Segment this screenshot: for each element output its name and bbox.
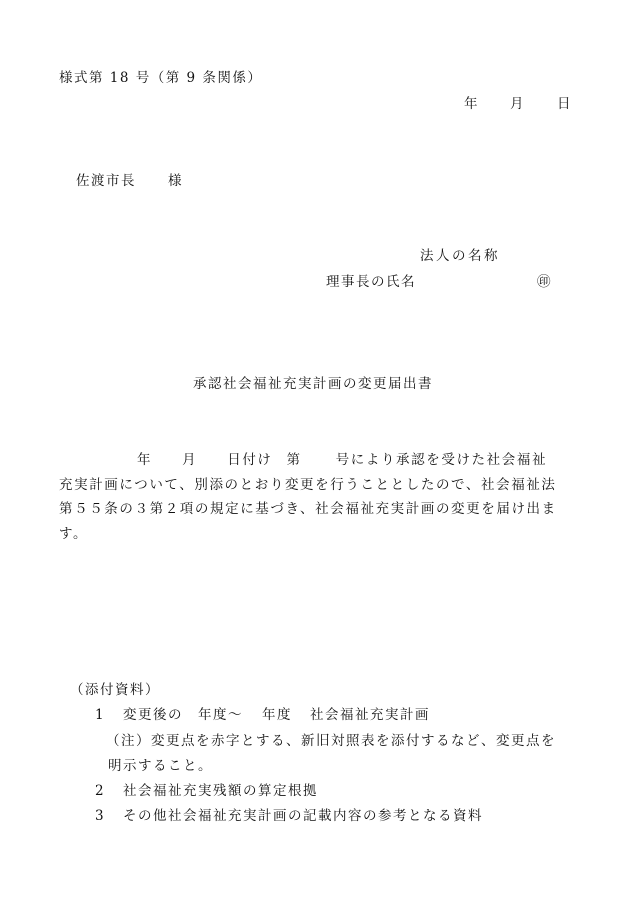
attachment-item-2-text: 社会福祉充実残額の算定根拠	[123, 783, 318, 799]
addressee-mayor: 佐渡市長	[76, 173, 136, 189]
date-month-label: 月	[510, 96, 524, 112]
body-paragraph	[59, 448, 579, 546]
body-number-prefix: 第	[286, 452, 302, 468]
date-day-label: 日	[557, 96, 571, 112]
attachment-item-3-text: その他社会福祉充実計画の記載内容の参考となる資料	[123, 808, 483, 824]
attachment-note-line-2: 明示すること。	[108, 758, 213, 774]
body-line-4: す。	[59, 525, 89, 542]
attachment-item-2-number: 2	[95, 783, 104, 799]
body-date-year: 年	[137, 452, 153, 468]
body-line-1-rest: 号により承認を受けた社会福祉	[335, 452, 548, 468]
chairman-name-label: 理事長の氏名	[326, 274, 416, 290]
attachment-note-line-1: （注）変更点を赤字とする、新旧対照表を添付するなど、変更点を	[106, 733, 556, 749]
form-number: 様式第 18 号（第 9 条関係）	[59, 70, 263, 86]
body-date-day: 日付け	[227, 452, 273, 468]
attachment-item-1-text-b: 年度～	[198, 707, 243, 723]
attachment-item-3-number: 3	[95, 808, 104, 824]
attachment-item-1-text-c: 年度	[262, 707, 292, 723]
attachment-item-1-text-d: 社会福祉充実計画	[310, 707, 430, 723]
attachment-item-1-text-a: 変更後の	[123, 707, 183, 723]
date-year-label: 年	[464, 96, 478, 112]
body-line-3: 第５５条の３第２項の規定に基づき、社会福祉充実計画の変更を届け出ま	[59, 501, 557, 517]
document-title: 承認社会福祉充実計画の変更届出書	[193, 376, 433, 392]
attachments-heading: （添付資料）	[70, 682, 160, 698]
addressee-honorific: 様	[168, 173, 182, 189]
attachment-item-1-number: 1	[95, 707, 104, 723]
seal-mark: ㊞	[537, 274, 551, 290]
body-line-1	[59, 448, 579, 473]
body-line-2: 充実計画について、別添のとおり変更を行うこととしたので、社会福祉法	[59, 476, 557, 493]
corporation-name-label: 法人の名称	[420, 248, 500, 264]
body-date-month: 月	[182, 452, 198, 468]
